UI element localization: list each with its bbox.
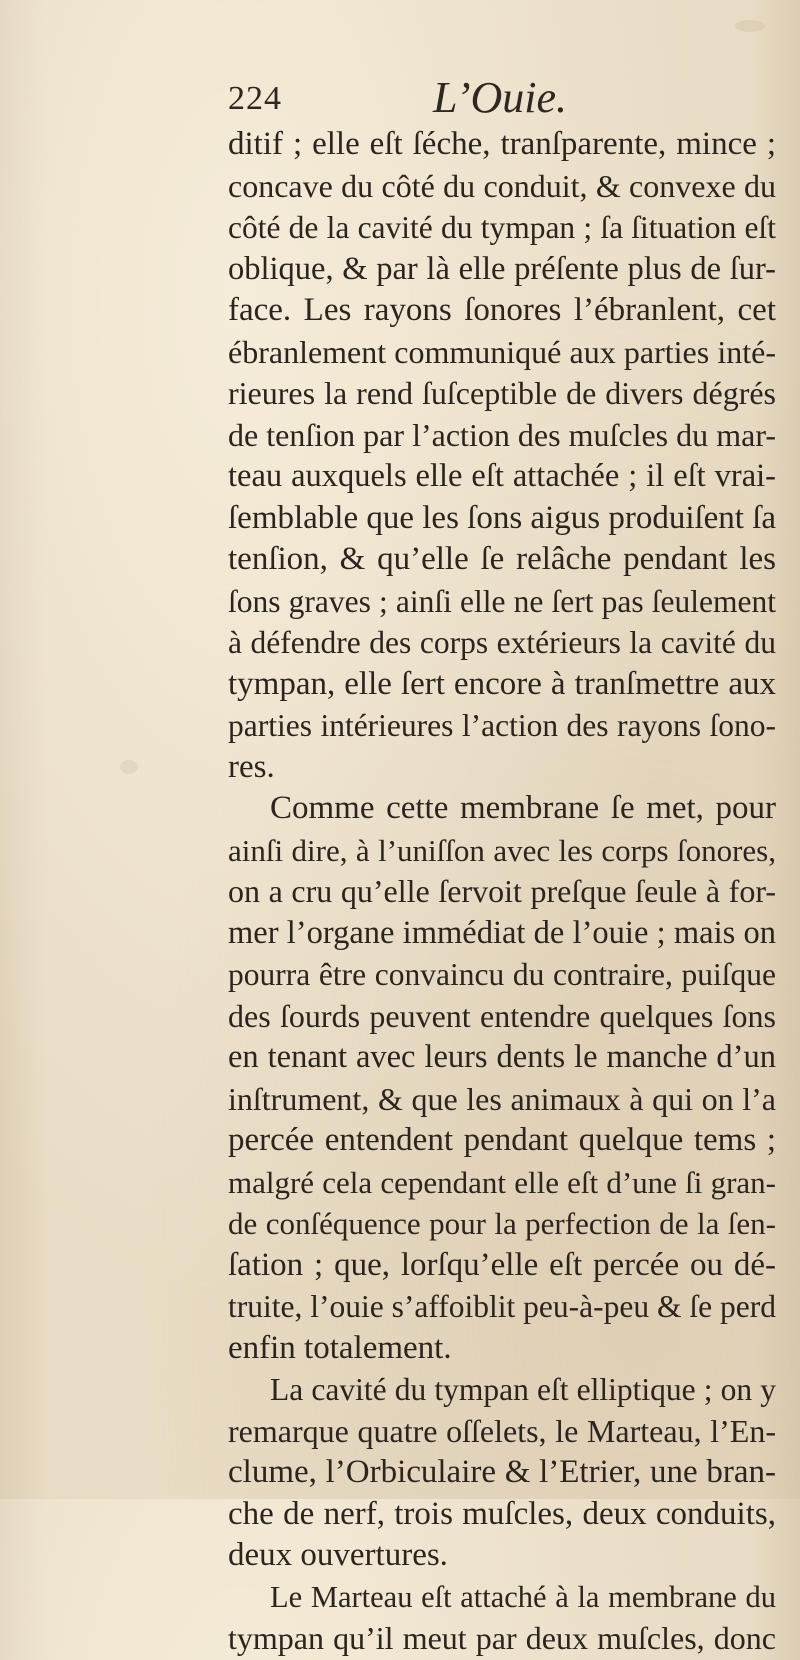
text-line: mer l’organe immédiat de l’ouie ; mais on bbox=[228, 914, 776, 951]
text-line: rieures la rend ſuſceptible de divers dégrés bbox=[228, 375, 776, 411]
text-line: ditif ; elle eſt ſéche, tranſparente, mince ; bbox=[228, 126, 776, 162]
body-text bbox=[228, 124, 776, 1660]
text-line: en tenant avec leurs dents le manche d’un bbox=[228, 1039, 776, 1075]
text-line: on a cru qu’elle ſervoit preſque ſeule à for- bbox=[228, 873, 776, 909]
text-line: ſons graves ; ainſi elle ne ſert pas ſeulement bbox=[228, 583, 776, 619]
text-line: à défendre des corps extérieurs la cavité du bbox=[228, 625, 776, 660]
text-line: de conſéquence pour la perfection de la ſen- bbox=[228, 1206, 776, 1241]
paper-stain bbox=[735, 20, 765, 32]
text-line: de tenſion par l’action des muſcles du mar- bbox=[228, 416, 776, 453]
text-line: des ſourds peuvent entendre quelques ſons bbox=[228, 997, 776, 1034]
text-line: tenſion, & qu’elle ſe relâche pendant les bbox=[228, 541, 776, 577]
text-line: parties intérieures l’action des rayons ſono- bbox=[228, 708, 776, 743]
paragraph-end-line: enfin totalement. bbox=[228, 1329, 452, 1366]
text-line: tympan, elle ſert encore à tranſmettre aux bbox=[228, 665, 776, 702]
text-line: inſtrument, & que les animaux à qui on l’a bbox=[228, 1080, 776, 1117]
text-line: remarque quatre oſſelets, le Marteau, l’En- bbox=[228, 1412, 776, 1449]
page-number: 224 bbox=[228, 80, 282, 117]
text-line: ébranlement communiqué aux parties inté- bbox=[228, 333, 776, 370]
text-line: malgré cela cependant elle eſt d’une ſi gran- bbox=[228, 1164, 776, 1200]
text-line: concave du côté du conduit, & convexe du bbox=[228, 167, 776, 204]
text-line: face. Les rayons ſonores l’ébranlent, cet bbox=[228, 292, 776, 328]
paper-stain bbox=[120, 760, 138, 774]
running-title: L’Ouie. bbox=[433, 73, 568, 122]
paragraph-start-line: Comme cette membrane ſe met, pour bbox=[270, 790, 776, 826]
page-header bbox=[228, 72, 768, 124]
text-line: oblique, & par là elle préſente plus de ſur- bbox=[228, 250, 776, 287]
text-line: côté de la cavité du tympan ; ſa ſituation eſt bbox=[228, 210, 776, 245]
paragraph-end-line: res. bbox=[228, 748, 275, 785]
text-line: pourra être convaincu du contraire, puiſque bbox=[228, 957, 776, 992]
text-line: tympan qu’il meut par deux muſcles, donc bbox=[228, 1620, 776, 1656]
text-line: che de nerf, trois muſcles, deux conduits, bbox=[228, 1495, 776, 1532]
paragraph-start-line: La cavité du tympan eſt elliptique ; on y bbox=[270, 1372, 776, 1407]
paragraph-start-line: Le Marteau eſt attaché à la membrane du bbox=[270, 1579, 776, 1614]
text-line: percée entendent pendant quelque tems ; bbox=[228, 1122, 776, 1158]
text-line: ſemblable que les ſons aigus produiſent ſa bbox=[228, 499, 777, 536]
text-line: ſation ; que, lorſqu’elle eſt percée ou dé- bbox=[228, 1246, 776, 1283]
text-line: teau auxquels elle eſt attachée ; il eſt vrai- bbox=[228, 458, 776, 494]
text-line: truite, l’ouie s’affoiblit peu-à-peu & ſe perd bbox=[228, 1289, 776, 1324]
text-line: ainſi dire, à l’uniſſon avec les corps ſonores, bbox=[228, 832, 776, 868]
text-line: clume, l’Orbiculaire & l’Etrier, une bran- bbox=[228, 1454, 776, 1490]
paragraph-end-line: deux ouvertures. bbox=[228, 1537, 448, 1573]
